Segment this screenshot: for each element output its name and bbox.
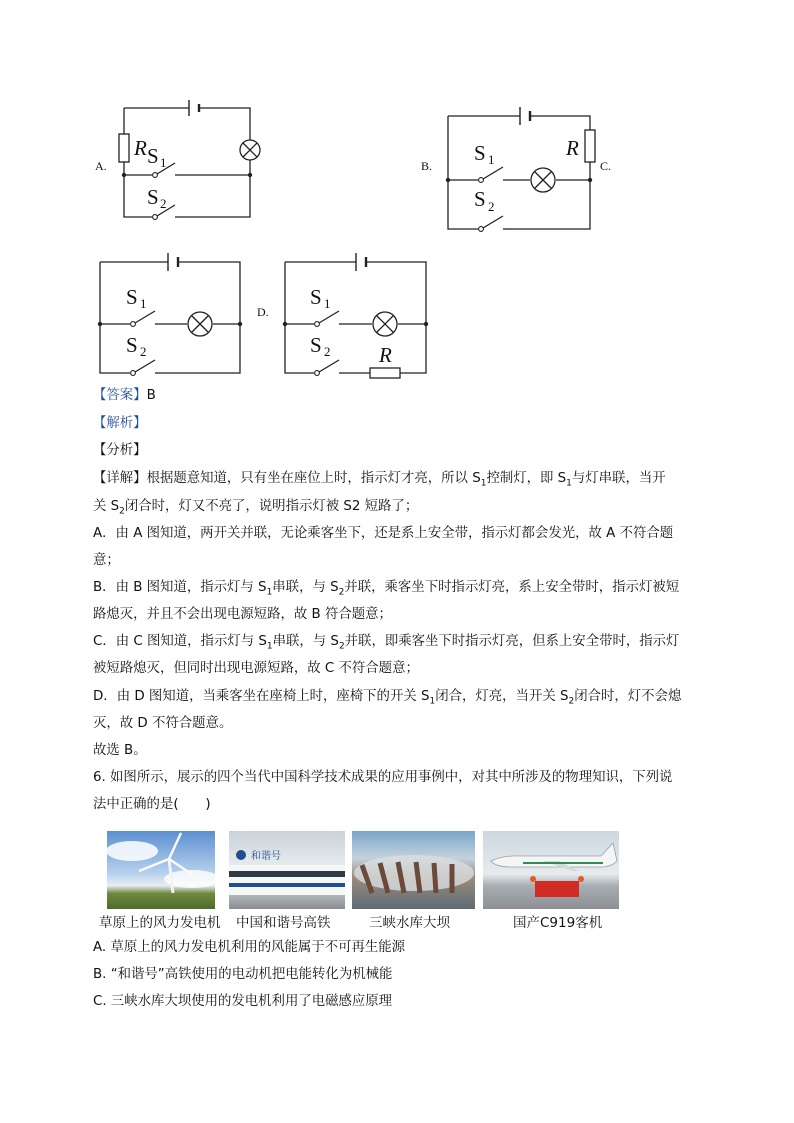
analysis-d-line-1: D．由 D 图知道，当乘客坐在座椅上时，座椅下的开关 $S_1$闭合，灯亮，当开关 $S_2$闭合时，灯不会熄 [93, 689, 682, 707]
caption-wind-turbine: 草原上的风力发电机 [99, 915, 221, 931]
resistor-icon [370, 368, 400, 378]
s2-label: S [310, 333, 322, 357]
analysis-b-line-2: 路熄灭，并且不会出现电源短路，故 B 符合题意； [93, 607, 392, 622]
analysis-c-line-2: 被短路熄灭，但同时出现电源短路，故 C 不符合题意； [93, 661, 419, 676]
s1-label: S [147, 144, 159, 168]
svg-text:1: 1 [488, 152, 495, 167]
caption-dam: 三峡水库大坝 [369, 915, 450, 931]
fenxi-heading: 【分析】 [93, 443, 147, 458]
analysis-a-line-2: 意； [93, 553, 120, 568]
analysis-a-line-1: A．由 A 图知道，两开关并联，无论乘客坐下，还是系上安全带，指示灯都会发光，故 A 不符合题 [93, 526, 674, 541]
svg-text:和谐号: 和谐号 [251, 851, 281, 862]
circuit-a-label: A. [95, 159, 107, 173]
option-c: C. 三峡水库大坝使用的发电机利用了电磁感应原理 [93, 994, 393, 1009]
wind-turbine-photo [107, 831, 215, 909]
svg-text:2: 2 [324, 344, 331, 359]
option-b: B. “和谐号”高铁使用的电动机把电能转化为机械能 [93, 967, 393, 982]
svg-text:1: 1 [324, 296, 331, 311]
c919-aircraft-photo [483, 831, 619, 909]
circuit-d-label: D. [257, 305, 269, 319]
analysis-heading: 【解析】 [93, 416, 147, 431]
s1-label: S [126, 285, 138, 309]
svg-text:2: 2 [160, 196, 167, 211]
svg-text:1: 1 [160, 155, 167, 170]
three-gorges-dam-photo [352, 831, 475, 909]
circuit-c-label: C. [600, 159, 612, 173]
caption-train: 中国和谐号高铁 [236, 915, 331, 931]
question-6-line-2: 法中正确的是( ) [93, 797, 211, 812]
s2-label: S [147, 185, 159, 209]
s1-label: S [310, 285, 322, 309]
conclusion-line: 故选 B。 [93, 743, 147, 758]
svg-text:2: 2 [488, 199, 495, 214]
option-a: A. 草原上的风力发电机利用的风能属于不可再生能源 [93, 940, 406, 955]
high-speed-train-photo [229, 831, 345, 909]
resistor-r-label: R [134, 136, 147, 160]
s1-label: S [474, 141, 486, 165]
s2-label: S [474, 187, 486, 211]
analysis-d-line-2: 灭，故 D 不符合题意。 [93, 716, 233, 731]
circuit-b-label: B. [421, 159, 433, 173]
caption-c919: 国产C919客机 [513, 915, 603, 931]
analysis-b-line-1: B．由 B 图知道，指示灯与 $S_1$串联，与 $S_2$并联，乘客坐下时指示灯亮，系上安全带时，指示灯被短 [93, 580, 680, 598]
resistor-r-label: R [379, 343, 392, 367]
lamp-icon [373, 312, 397, 336]
svg-text:2: 2 [140, 344, 147, 359]
svg-text:1: 1 [140, 296, 147, 311]
detail-line-1: 【详解】根据题意知道，只有坐在座位上时，指示灯才亮，所以 $S_1$控制灯，即 $S_1$与灯串联，当开 [93, 471, 666, 489]
s2-label: S [126, 333, 138, 357]
answer-line: 【答案】B [93, 388, 156, 403]
switch-s1-icon [315, 311, 342, 326]
switch-s2-icon [315, 360, 342, 375]
detail-line-2: 关 $S_2$闭合时，灯又不亮了，说明指示灯被 S2 短路了； [93, 499, 419, 517]
resistor-r-label: R [566, 136, 579, 160]
analysis-c-line-1: C．由 C 图知道，指示灯与 $S_1$串联，与 $S_2$并联，即乘客坐下时指示灯亮，但系上安全带时，指示灯 [93, 634, 680, 652]
question-6-line-1: 6. 如图所示，展示的四个当代中国科学技术成果的应用事例中，对其中所涉及的物理知识，下列说 [93, 770, 673, 785]
